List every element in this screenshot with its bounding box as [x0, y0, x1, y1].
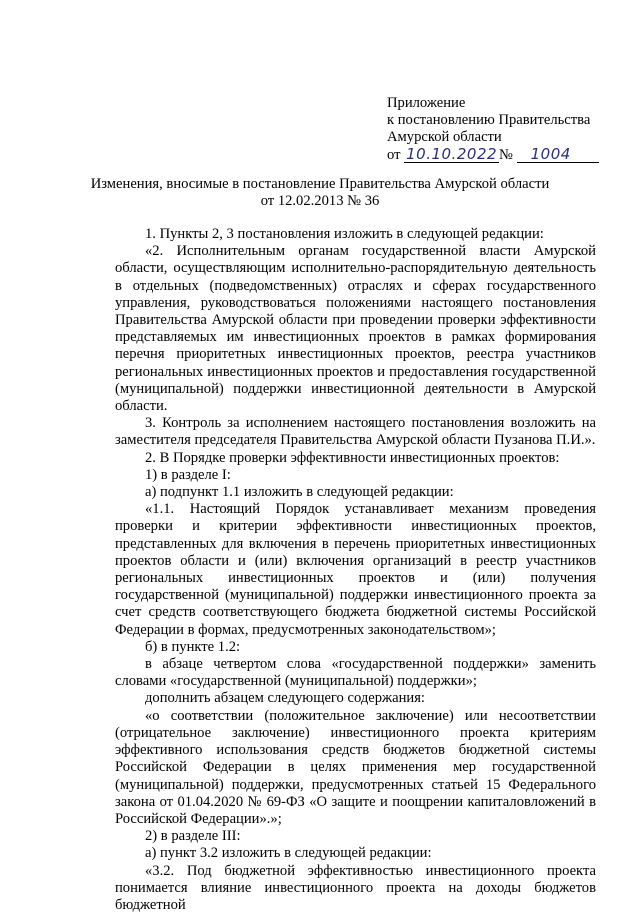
paragraph: «о соответствии (положительное заключение) или несоответствии (отрицательное заключение) инвестиционного проекта критериям эффективного использования средств бюджетов бюджетной системы Российской Федерации в целях применения мер государственной (муниципальной) поддержки, предусмотренных статьей 15 Федерального закона от 01.04.2020 № 69-ФЗ «О защите и поощрении капиталовложений в Российской Федерации».»;	[115, 707, 596, 827]
from-label: от	[387, 146, 401, 163]
handwritten-number: 1004	[517, 147, 599, 163]
paragraph: дополнить абзацем следующего содержания:	[145, 690, 425, 707]
appendix-resolution-line: к постановлению Правительства	[387, 112, 591, 129]
appendix-heading: Приложение	[387, 95, 466, 111]
paragraph: б) в пункте 1.2:	[145, 638, 241, 655]
paragraph: в абзаце четвертом слова «государственной поддержки» заменить словами «государственной (муниципальной) поддержки»;	[115, 656, 596, 690]
paragraph: а) пункт 3.2 изложить в следующей редакции:	[145, 845, 432, 862]
document-title-line2: от 12.02.2013 № 36	[260, 193, 380, 209]
paragraph: 2) в разделе III:	[145, 828, 241, 845]
paragraph: 3. Контроль за исполнением настоящего постановления возложить на заместителя председателя Правительства Амурской области Пузанова П.И.».	[115, 415, 596, 449]
document-title-line1: Изменения, вносимые в постановление Правительства Амурской области	[90, 176, 550, 192]
document-body	[115, 226, 596, 914]
handwritten-date: 10.10.2022	[406, 144, 498, 163]
paragraph: «1.1. Настоящий Порядок устанавливает механизм проведения проверки и критерии эффективности инвестиционных проектов, представленных для включения в перечень приоритетных инвестиционных проектов области и (или) включения организаций в реестр участников региональных инвестиционных проектов и (или) получения государственной (муниципальной) поддержки инвестиционного проекта за счет средств соответствующего бюджета бюджетной системы Российской Федерации в формах, предусмотренных законодательством»;	[115, 501, 596, 638]
paragraph: «2. Исполнительным органам государственной власти Амурской области, осуществляющим исполнительно-распорядительную деятельность в отдельных (подведомственных) отраслях и сферах государственного управления, руководствоваться положениями настоящего постановления Правительства Амурской области при проведении проверки эффективности представляемых им инвестиционных проектов в рамках формирования перечня приоритетных инвестиционных проектов, реестра участников региональных инвестиционных проектов и предоставления государственной (муниципальной) поддержки инвестиционной деятельности в Амурской области.	[115, 243, 596, 415]
appendix-date-number-line	[387, 144, 617, 164]
number-sign: №	[499, 146, 513, 163]
paragraph: 1) в разделе I:	[145, 466, 231, 483]
paragraph: 2. В Порядке проверки эффективности инвестиционных проектов:	[145, 449, 560, 466]
paragraph: 1. Пункты 2, 3 постановления изложить в следующей редакции:	[145, 226, 544, 242]
appendix-block	[387, 95, 617, 164]
paragraph: а) подпункт 1.1 изложить в следующей редакции:	[145, 484, 454, 501]
paragraph: «3.2. Под бюджетной эффективностью инвестиционного проекта понимается влияние инвестиционного проекта на доходы бюджетов бюджетной	[115, 862, 596, 913]
appendix-region-line: Амурской области	[387, 129, 502, 146]
